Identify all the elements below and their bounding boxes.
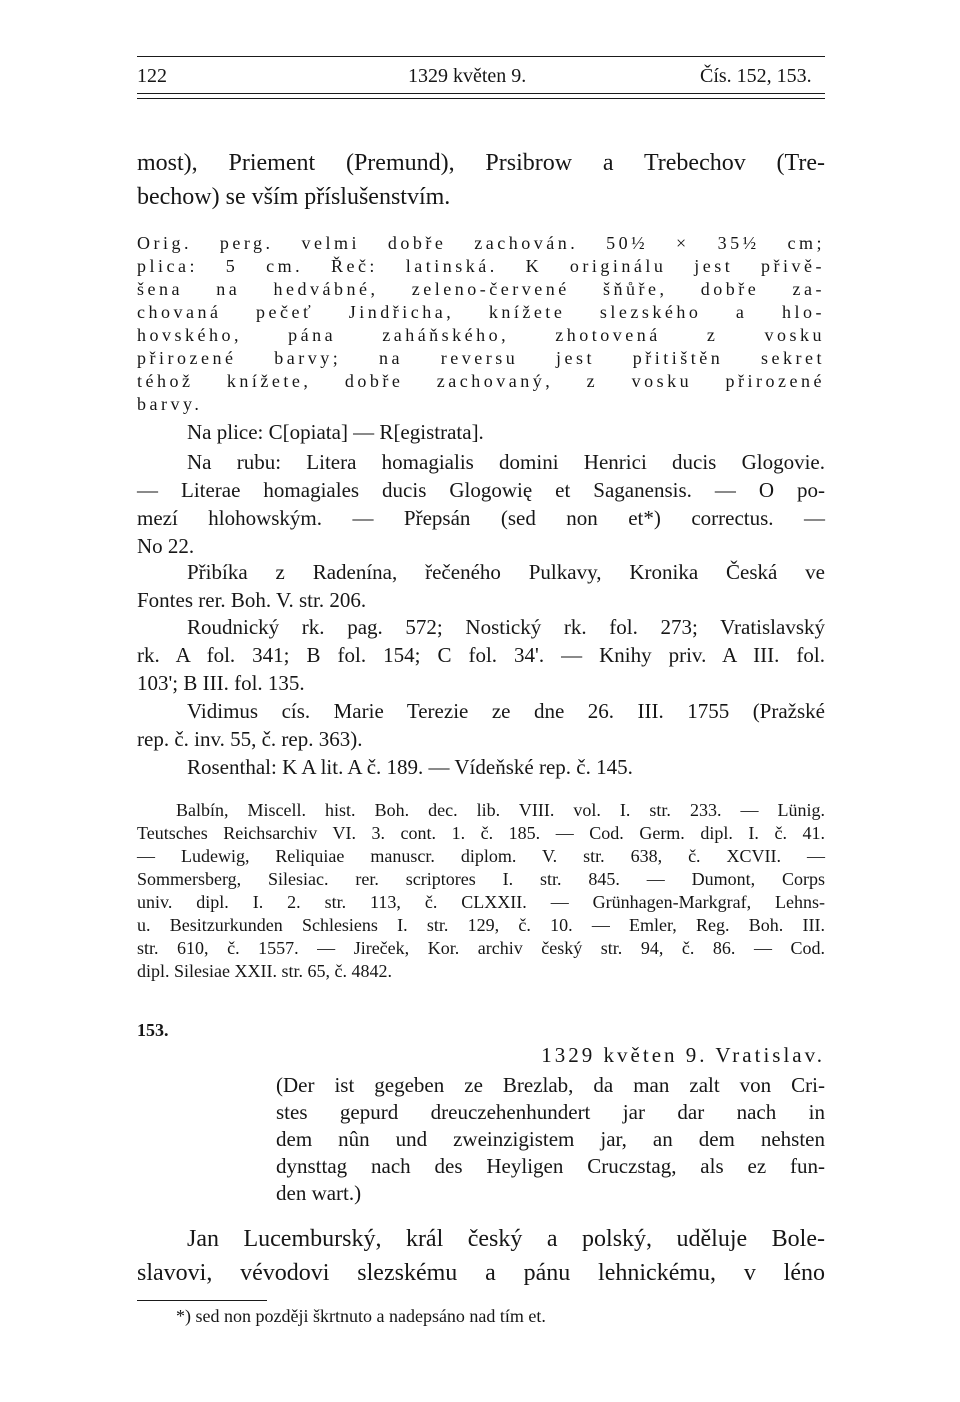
text-line: stes gepurd dreuczehenhundert jar dar nach in <box>276 1100 825 1124</box>
text-line: chovaná pečeť Jindřicha, knížete slezského a hlo- <box>137 302 825 322</box>
text-line: Vidimus cís. Marie Terezie ze dne 26. III. 1755 (Pražské <box>187 699 825 723</box>
text-line: barvy. <box>137 394 203 414</box>
footnote: *) sed non později škrtnuto a nadepsáno nad tím et. <box>176 1306 546 1326</box>
text-line: u. Besitzurkunden Schlesiens I. str. 129, č. 10. — Emler, Reg. Boh. III. <box>137 915 825 935</box>
text-line: přirozené barvy; na reversu jest přitištěn sekret <box>137 348 825 368</box>
page-number: 122 <box>137 65 167 87</box>
header-date: 1329 květen 9. <box>408 65 527 87</box>
text-line: Balbín, Miscell. hist. Boh. dec. lib. VIII. vol. I. str. 233. — Lünig. <box>176 800 825 820</box>
text-line: Přibíka z Radenína, řečeného Pulkavy, Kronika Česká ve <box>187 560 825 584</box>
text-line: hovského, pána zaháňského, zhotovená z vosku <box>137 325 825 345</box>
text-line: rep. č. inv. 55, č. rep. 363). <box>137 727 363 751</box>
text-line: — Ludewig, Reliquiae manuscr. diplom. V. str. 638, č. XCVII. — <box>137 846 825 866</box>
header-doc-numbers: Čís. 152, 153. <box>700 65 812 87</box>
text-line: Orig. perg. velmi dobře zachován. 50½ × 35½ cm; <box>137 233 825 253</box>
text-line: Fontes rer. Boh. V. str. 206. <box>137 588 367 612</box>
header-rule-bottom-1 <box>137 93 825 94</box>
text-line: 103'; B III. fol. 135. <box>137 671 305 695</box>
text-line: Sommersberg, Silesiac. rer. scriptores I. str. 845. — Dumont, Corps <box>137 869 825 889</box>
text-line: (Der ist gegeben ze Brezlab, da man zalt von Cri- <box>276 1073 825 1097</box>
text-line: str. 610, č. 1557. — Jireček, Kor. archiv český str. 94, č. 86. — Cod. <box>137 938 825 958</box>
text-line: Rosenthal: K A lit. A č. 189. — Vídeňské rep. č. 145. <box>187 755 633 779</box>
text-line: dem nûn und zweinzigistem jar, an dem nehsten <box>276 1127 825 1151</box>
text-line: plica: 5 cm. Řeč: latinská. K originálu jest přivě- <box>137 256 825 276</box>
text-line: Roudnický rk. pag. 572; Nostický rk. fol. 273; Vratislavský <box>187 615 825 639</box>
footnote-rule <box>137 1300 267 1301</box>
text-line: dynsttag nach des Heyligen Cruczstag, als ez fun- <box>276 1154 825 1178</box>
header-rule-bottom-2 <box>137 98 825 99</box>
text-line: — Literae homagiales ducis Glogowię et Saganensis. — O po- <box>137 478 825 502</box>
text-line: mezí hlohowským. — Přepsán (sed non et*) correctus. — <box>137 506 825 530</box>
text-line: Jan Lucemburský, král český a polský, uděluje Bole- <box>187 1226 825 1252</box>
entry-dateline: 1329 květen 9. Vratislav. <box>541 1043 825 1067</box>
text-line: rk. A fol. 341; B fol. 154; C fol. 34'. — Knihy priv. A III. fol. <box>137 643 825 667</box>
text-line: Na plice: C[opiata] — R[egistrata]. <box>187 420 484 444</box>
text-line: slavovi, vévodovi slezskému a pánu lehnickému, v léno <box>137 1260 825 1286</box>
text-line: No 22. <box>137 534 195 558</box>
text-line: Na rubu: Litera homagialis domini Henrici ducis Glogovie. <box>187 450 825 474</box>
text-line: dipl. Silesiae XXII. str. 65, č. 4842. <box>137 961 392 981</box>
text-line: bechow) se vším příslušenstvím. <box>137 184 451 210</box>
text-line: den wart.) <box>276 1181 362 1205</box>
header-rule-top <box>137 56 825 57</box>
text-line: téhož knížete, dobře zachovaný, z vosku přirozené <box>137 371 825 391</box>
entry-number: 153. <box>137 1020 169 1040</box>
text-line: Teutsches Reichsarchiv VI. 3. cont. 1. č. 185. — Cod. Germ. dipl. I. č. 41. <box>137 823 825 843</box>
text-line: šena na hedvábné, zeleno-červené šňůře, dobře za- <box>137 279 825 299</box>
text-line: univ. dipl. I. 2. str. 113, č. CLXXII. — Grünhagen-Markgraf, Lehns- <box>137 892 825 912</box>
text-line: most), Priement (Premund), Prsibrow a Trebechov (Tre- <box>137 150 825 176</box>
